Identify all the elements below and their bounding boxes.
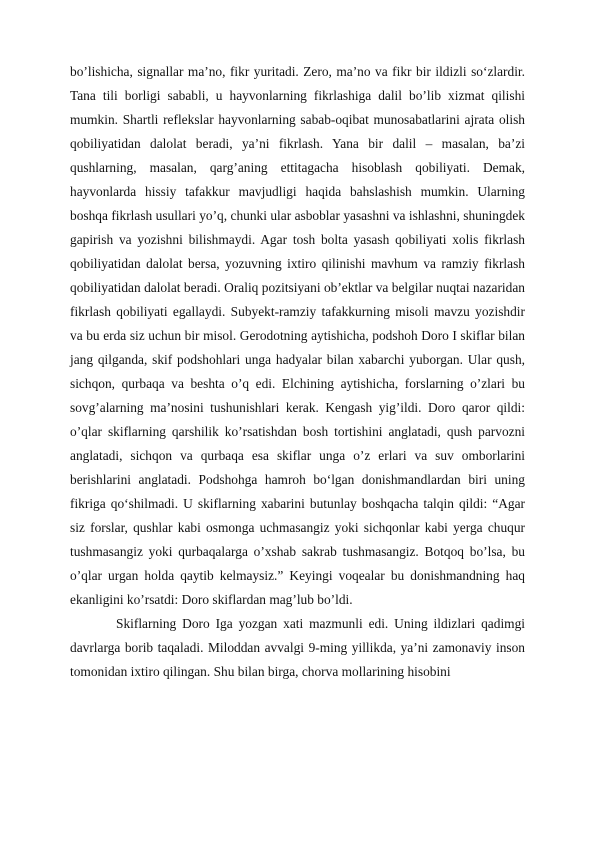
paragraph-1: bo’lishicha, signallar ma’no, fikr yuritadi. Zero, ma’no va fikr bir ildizli so‘zlardir. Tana tili borligi sababli, u hayvonlarning fikrlashiga dalil bo’lib xizmat qilishi mumkin. Shartli reflekslar hayvonlarning sabab-oqibat munosabatlarini ajrata olish qobiliyatidan dalolat beradi, ya’ni fikrlash. Yana bir dalil – masalan, ba’zi qushlarning, masalan, qarg’aning ettitagacha hisoblash qobiliyati. Demak, hayvonlarda hissiy tafakkur mavjudligi haqida bahslashish mumkin. Ularning boshqa fikrlash usullari yo’q, chunki ular asboblar yasashni va ishlashni, shuningdek gapirish va yozishni bilishmaydi. Agar tosh bolta yasash qobiliyati xolis fikrlash qobiliyatidan dalolat bersa, yozuvning ixtiro qilinishi mavhum va ramziy fikrlash qobiliyatidan dalolat beradi. Oraliq pozitsiyani ob’ektlar va belgilar nuqtai nazaridan fikrlash qobiliyati egallaydi. Subyekt-ramziy tafakkurning misoli mavzu yozishdir va bu erda siz uchun bir misol. Gerodotning aytishicha, podshoh Doro I skiflar bilan jang qilganda, skif podshohlari unga hadyalar bilan xabarchi yuborgan. Ular qush, sichqon, qurbaqa va beshta o’q edi. Elchining aytishicha, forslarning o’zlari bu sovg’alarning ma’nosini tushunishlari kerak. Kengash yig’ildi. Doro qaror qildi: o’qlar skiflarning qarshilik ko’rsatishdan bosh tortishini anglatadi, qush parvozni anglatadi, sichqon va qurbaqa esa skiflar unga o’z erlari va suv omborlarini berishlarini anglatadi. Podshohga hamroh bo‘lgan donishmandlardan biri uning fikriga qo‘shilmadi. U skiflarning xabarini butunlay boshqacha talqin qildi: “Agar siz forslar, qushlar kabi osmonga uchmasangiz yoki sichqonlar kabi yerga chuqur tushmasangiz yoki qurbaqalarga o’xshab sakrab tushmasangiz. Botqoq bo’lsa, bu o’qlar urgan holda qaytib kelmaysiz.” Keyingi voqealar bu donishmandning haq ekanligini ko’rsatdi: Doro skiflardan mag’lub bo’ldi. bbox=[70, 64, 525, 607]
paragraph-2: Skiflarning Doro Iga yozgan xati mazmunli edi. Uning ildizlari qadimgi davrlarga borib taqaladi. Miloddan avvalgi 9-ming yillikda, ya’ni zamonaviy inson tomonidan ixtiro qilingan. Shu bilan birga, chorva mollarining hisobini bbox=[70, 616, 525, 679]
document-body bbox=[70, 60, 525, 684]
